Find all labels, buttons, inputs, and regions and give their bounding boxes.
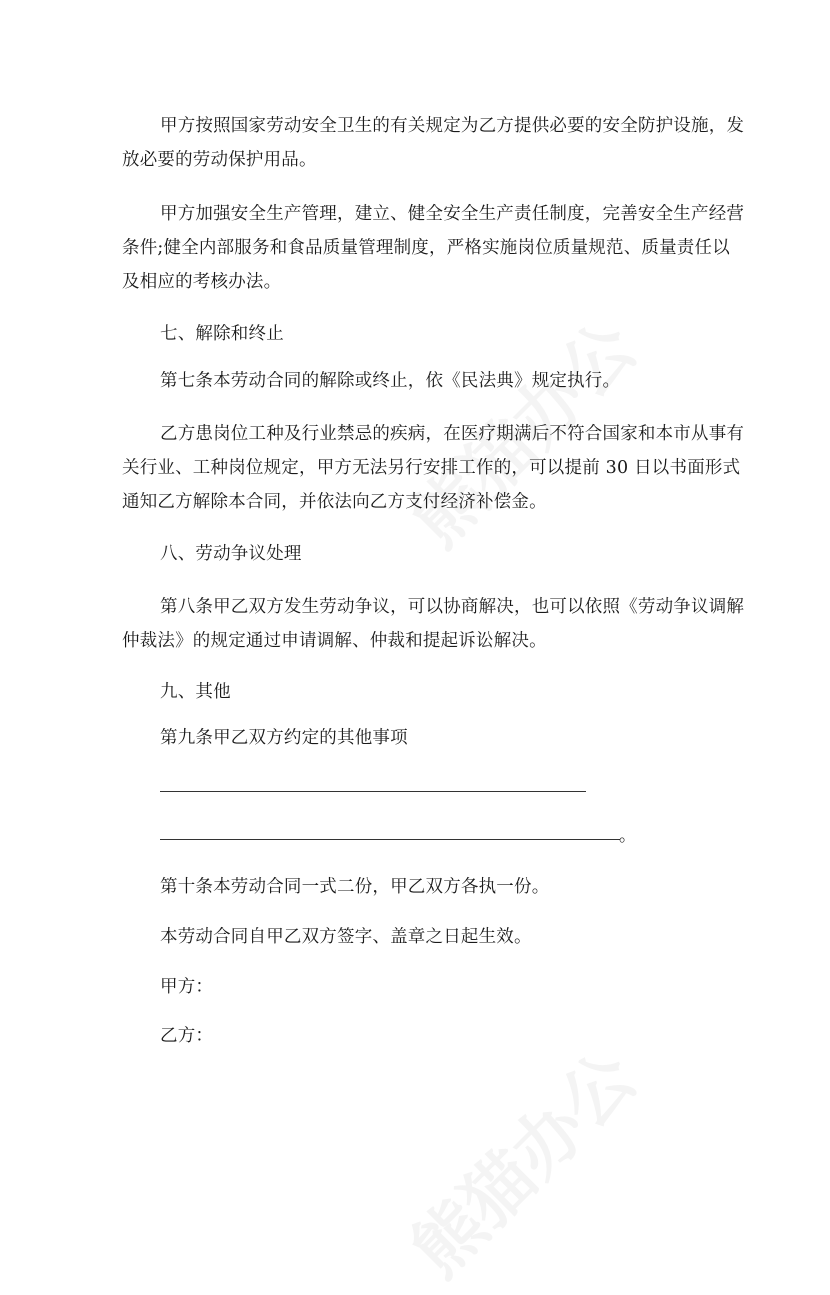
section-heading: 九、其他 (160, 682, 231, 702)
paragraph-line: 放必要的劳动保护用品。 (122, 150, 317, 170)
blank-line-period: 。 (619, 826, 636, 846)
paragraph-line: 甲方按照国家劳动安全卫生的有关规定为乙方提供必要的安全防护设施，发 (160, 116, 745, 136)
paragraph-line: 甲方加强安全生产管理，建立、健全安全生产责任制度，完善安全生产经营 (160, 204, 745, 224)
section-heading: 七、解除和终止 (160, 324, 284, 344)
paragraph-line: 关行业、工种岗位规定，甲方无法另行安排工作的，可以提前 30 日以书面形式 (122, 458, 741, 478)
article-text: 第十条本劳动合同一式二份，甲乙双方各执一份。 (160, 877, 550, 897)
party-a-signature: 甲方： (160, 977, 214, 997)
paragraph-line: 条件;健全内部服务和食品质量管理制度，严格实施岗位质量规范、质量责任以 (122, 238, 730, 258)
article-text: 第九条甲乙双方约定的其他事项 (160, 728, 408, 748)
paragraph-line: 通知乙方解除本合同，并依法向乙方支付经济补偿金。 (122, 492, 547, 512)
blank-line (160, 791, 586, 792)
effective-clause: 本劳动合同自甲乙双方签字、盖章之日起生效。 (160, 927, 532, 947)
blank-line (160, 839, 620, 840)
section-heading: 八、劳动争议处理 (160, 544, 302, 564)
paragraph-line: 乙方患岗位工种及行业禁忌的疾病，在医疗期满后不符合国家和本市从事有 (160, 424, 745, 444)
party-b-signature: 乙方： (160, 1026, 214, 1046)
watermark (385, 1026, 654, 1295)
article-text: 第七条本劳动合同的解除或终止，依《民法典》规定执行。 (160, 371, 621, 391)
paragraph-line: 及相应的考核办法。 (122, 272, 282, 292)
article-text: 第八条甲乙双方发生劳动争议，可以协商解决，也可以依照《劳动争议调解 (160, 597, 745, 617)
article-text: 仲裁法》的规定通过申请调解、仲裁和提起诉讼解决。 (122, 631, 547, 651)
